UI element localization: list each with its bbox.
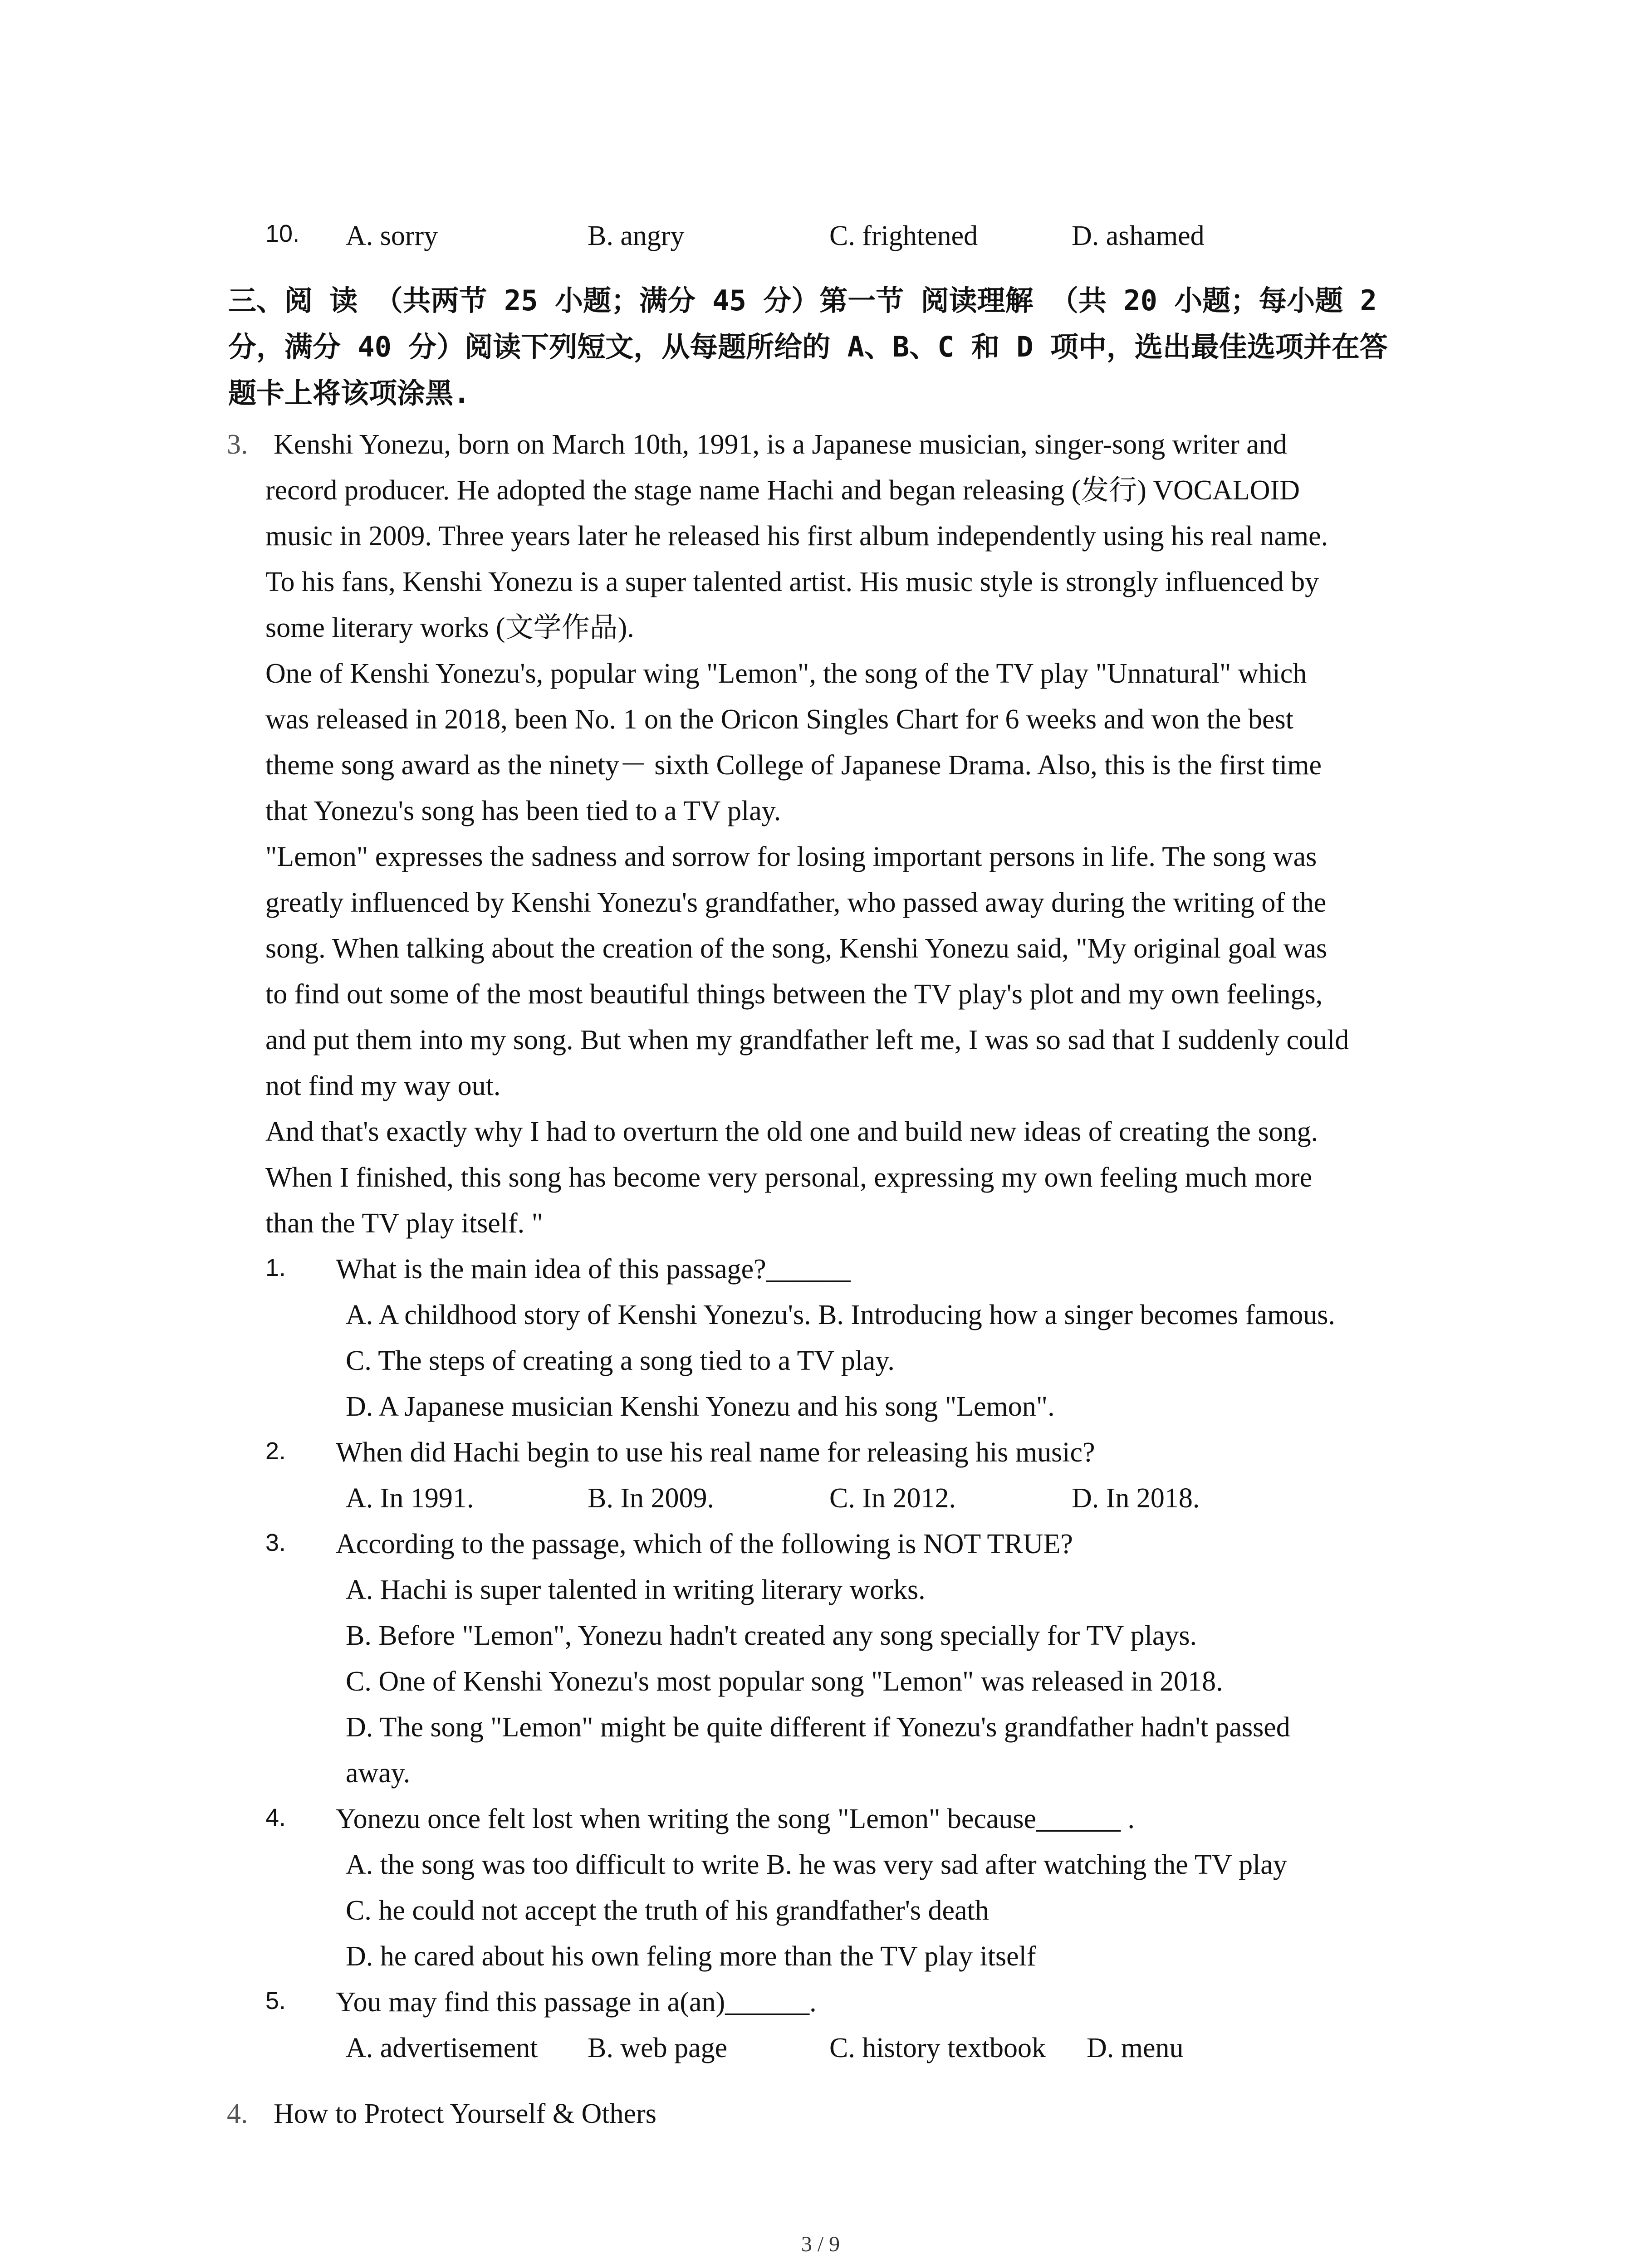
passage-line: to find out some of the most beautiful things between the TV play's plot and my own feelings,	[265, 979, 1323, 1010]
question-number: 3.	[265, 1529, 286, 1556]
passage-line: One of Kenshi Yonezu's, popular wing "Lemon", the song of the TV play "Unnatural" which	[265, 658, 1307, 689]
passage-number: 4.	[227, 2098, 248, 2129]
option-d: D. menu	[1087, 2033, 1184, 2063]
option-b: B. In 2009.	[588, 1483, 714, 1514]
passage-number: 3.	[227, 429, 248, 460]
question-stem: When did Hachi begin to use his real name for releasing his music?	[336, 1437, 1095, 1468]
option-a: A. sorry	[346, 220, 438, 251]
option-d: D. ashamed	[1072, 220, 1205, 251]
passage-line: theme song award as the ninety－ sixth College of Japanese Drama. Also, this is the first time	[265, 750, 1322, 781]
option-a: A. In 1991.	[346, 1483, 474, 1514]
passage-line: "Lemon" expresses the sadness and sorrow for losing important persons in life. The song was	[265, 841, 1317, 872]
question-stem: Yonezu once felt lost when writing the song "Lemon" because______ .	[336, 1804, 1135, 1834]
option-line: B. Before "Lemon", Yonezu hadn't created any song specially for TV plays.	[346, 1620, 1197, 1651]
option-c: C. In 2012.	[829, 1483, 956, 1514]
section-heading-line-3: 题卡上将该项涂黑.	[228, 376, 470, 410]
question-stem: According to the passage, which of the following is NOT TRUE?	[336, 1529, 1073, 1559]
passage-line: and put them into my song. But when my grandfather left me, I was so sad that I suddenly could	[265, 1025, 1349, 1056]
passage-line: not find my way out.	[265, 1070, 501, 1101]
option-line: C. he could not accept the truth of his grandfather's death	[346, 1895, 989, 1926]
question-number: 4.	[265, 1804, 286, 1831]
option-c: C. frightened	[829, 220, 978, 251]
option-line: A. the song was too difficult to write B. he was very sad after watching the TV play	[346, 1849, 1287, 1880]
option-line: A. A childhood story of Kenshi Yonezu's. B. Introducing how a singer becomes famous.	[346, 1300, 1335, 1330]
option-line: D. The song "Lemon" might be quite different if Yonezu's grandfather hadn't passed	[346, 1712, 1290, 1743]
option-a: A. advertisement	[346, 2033, 538, 2063]
question-number: 10.	[265, 220, 300, 247]
passage-line: When I finished, this song has become very personal, expressing my own feeling much more	[265, 1162, 1313, 1193]
question-number: 5.	[265, 1987, 286, 2014]
passage-line: To his fans, Kenshi Yonezu is a super talented artist. His music style is strongly influenced by	[265, 567, 1319, 597]
question-stem: What is the main idea of this passage?______	[336, 1254, 851, 1285]
passage-line: Kenshi Yonezu, born on March 10th, 1991, is a Japanese musician, singer-song writer and	[274, 429, 1287, 460]
option-b: B. web page	[588, 2033, 728, 2063]
passage-line: was released in 2018, been No. 1 on the Oricon Singles Chart for 6 weeks and won the best	[265, 704, 1293, 735]
option-c: C. history textbook	[829, 2033, 1046, 2063]
question-number: 1.	[265, 1254, 286, 1281]
passage-line: music in 2009. Three years later he released his first album independently using his real name.	[265, 521, 1328, 552]
passage-line: that Yonezu's song has been tied to a TV play.	[265, 796, 781, 826]
option-line: D. he cared about his own feling more than the TV play itself	[346, 1941, 1036, 1972]
passage-line: greatly influenced by Kenshi Yonezu's grandfather, who passed away during the writing of the	[265, 887, 1327, 918]
passage-title: How to Protect Yourself & Others	[274, 2098, 656, 2129]
passage-line: record producer. He adopted the stage name Hachi and began releasing (发行) VOCALOID	[265, 475, 1300, 506]
section-heading-line-2: 分，满分 40 分）阅读下列短文，从每题所给的 A、B、C 和 D 项中，选出最佳选项并在答	[228, 330, 1388, 363]
question-stem: You may find this passage in a(an)______.	[336, 1987, 817, 2018]
passage-line: And that's exactly why I had to overturn the old one and build new ideas of creating the song.	[265, 1116, 1318, 1147]
option-line: C. The steps of creating a song tied to a TV play.	[346, 1345, 895, 1376]
option-d: D. In 2018.	[1072, 1483, 1200, 1514]
passage-line: than the TV play itself. "	[265, 1208, 543, 1239]
section-heading-line-1: 三、阅 读 （共两节 25 小题；满分 45 分）第一节 阅读理解 （共 20 小题；每小题 2	[228, 284, 1377, 317]
page-indicator: 3 / 9	[801, 2232, 840, 2256]
passage-line: song. When talking about the creation of the song, Kenshi Yonezu said, "My original goal was	[265, 933, 1327, 964]
question-number: 2.	[265, 1437, 286, 1465]
option-line: away.	[346, 1758, 411, 1789]
passage-line: some literary works (文学作品).	[265, 612, 634, 643]
option-line: C. One of Kenshi Yonezu's most popular song "Lemon" was released in 2018.	[346, 1666, 1223, 1697]
option-line: A. Hachi is super talented in writing literary works.	[346, 1574, 926, 1605]
option-b: B. angry	[588, 220, 685, 251]
option-line: D. A Japanese musician Kenshi Yonezu and his song "Lemon".	[346, 1391, 1055, 1422]
